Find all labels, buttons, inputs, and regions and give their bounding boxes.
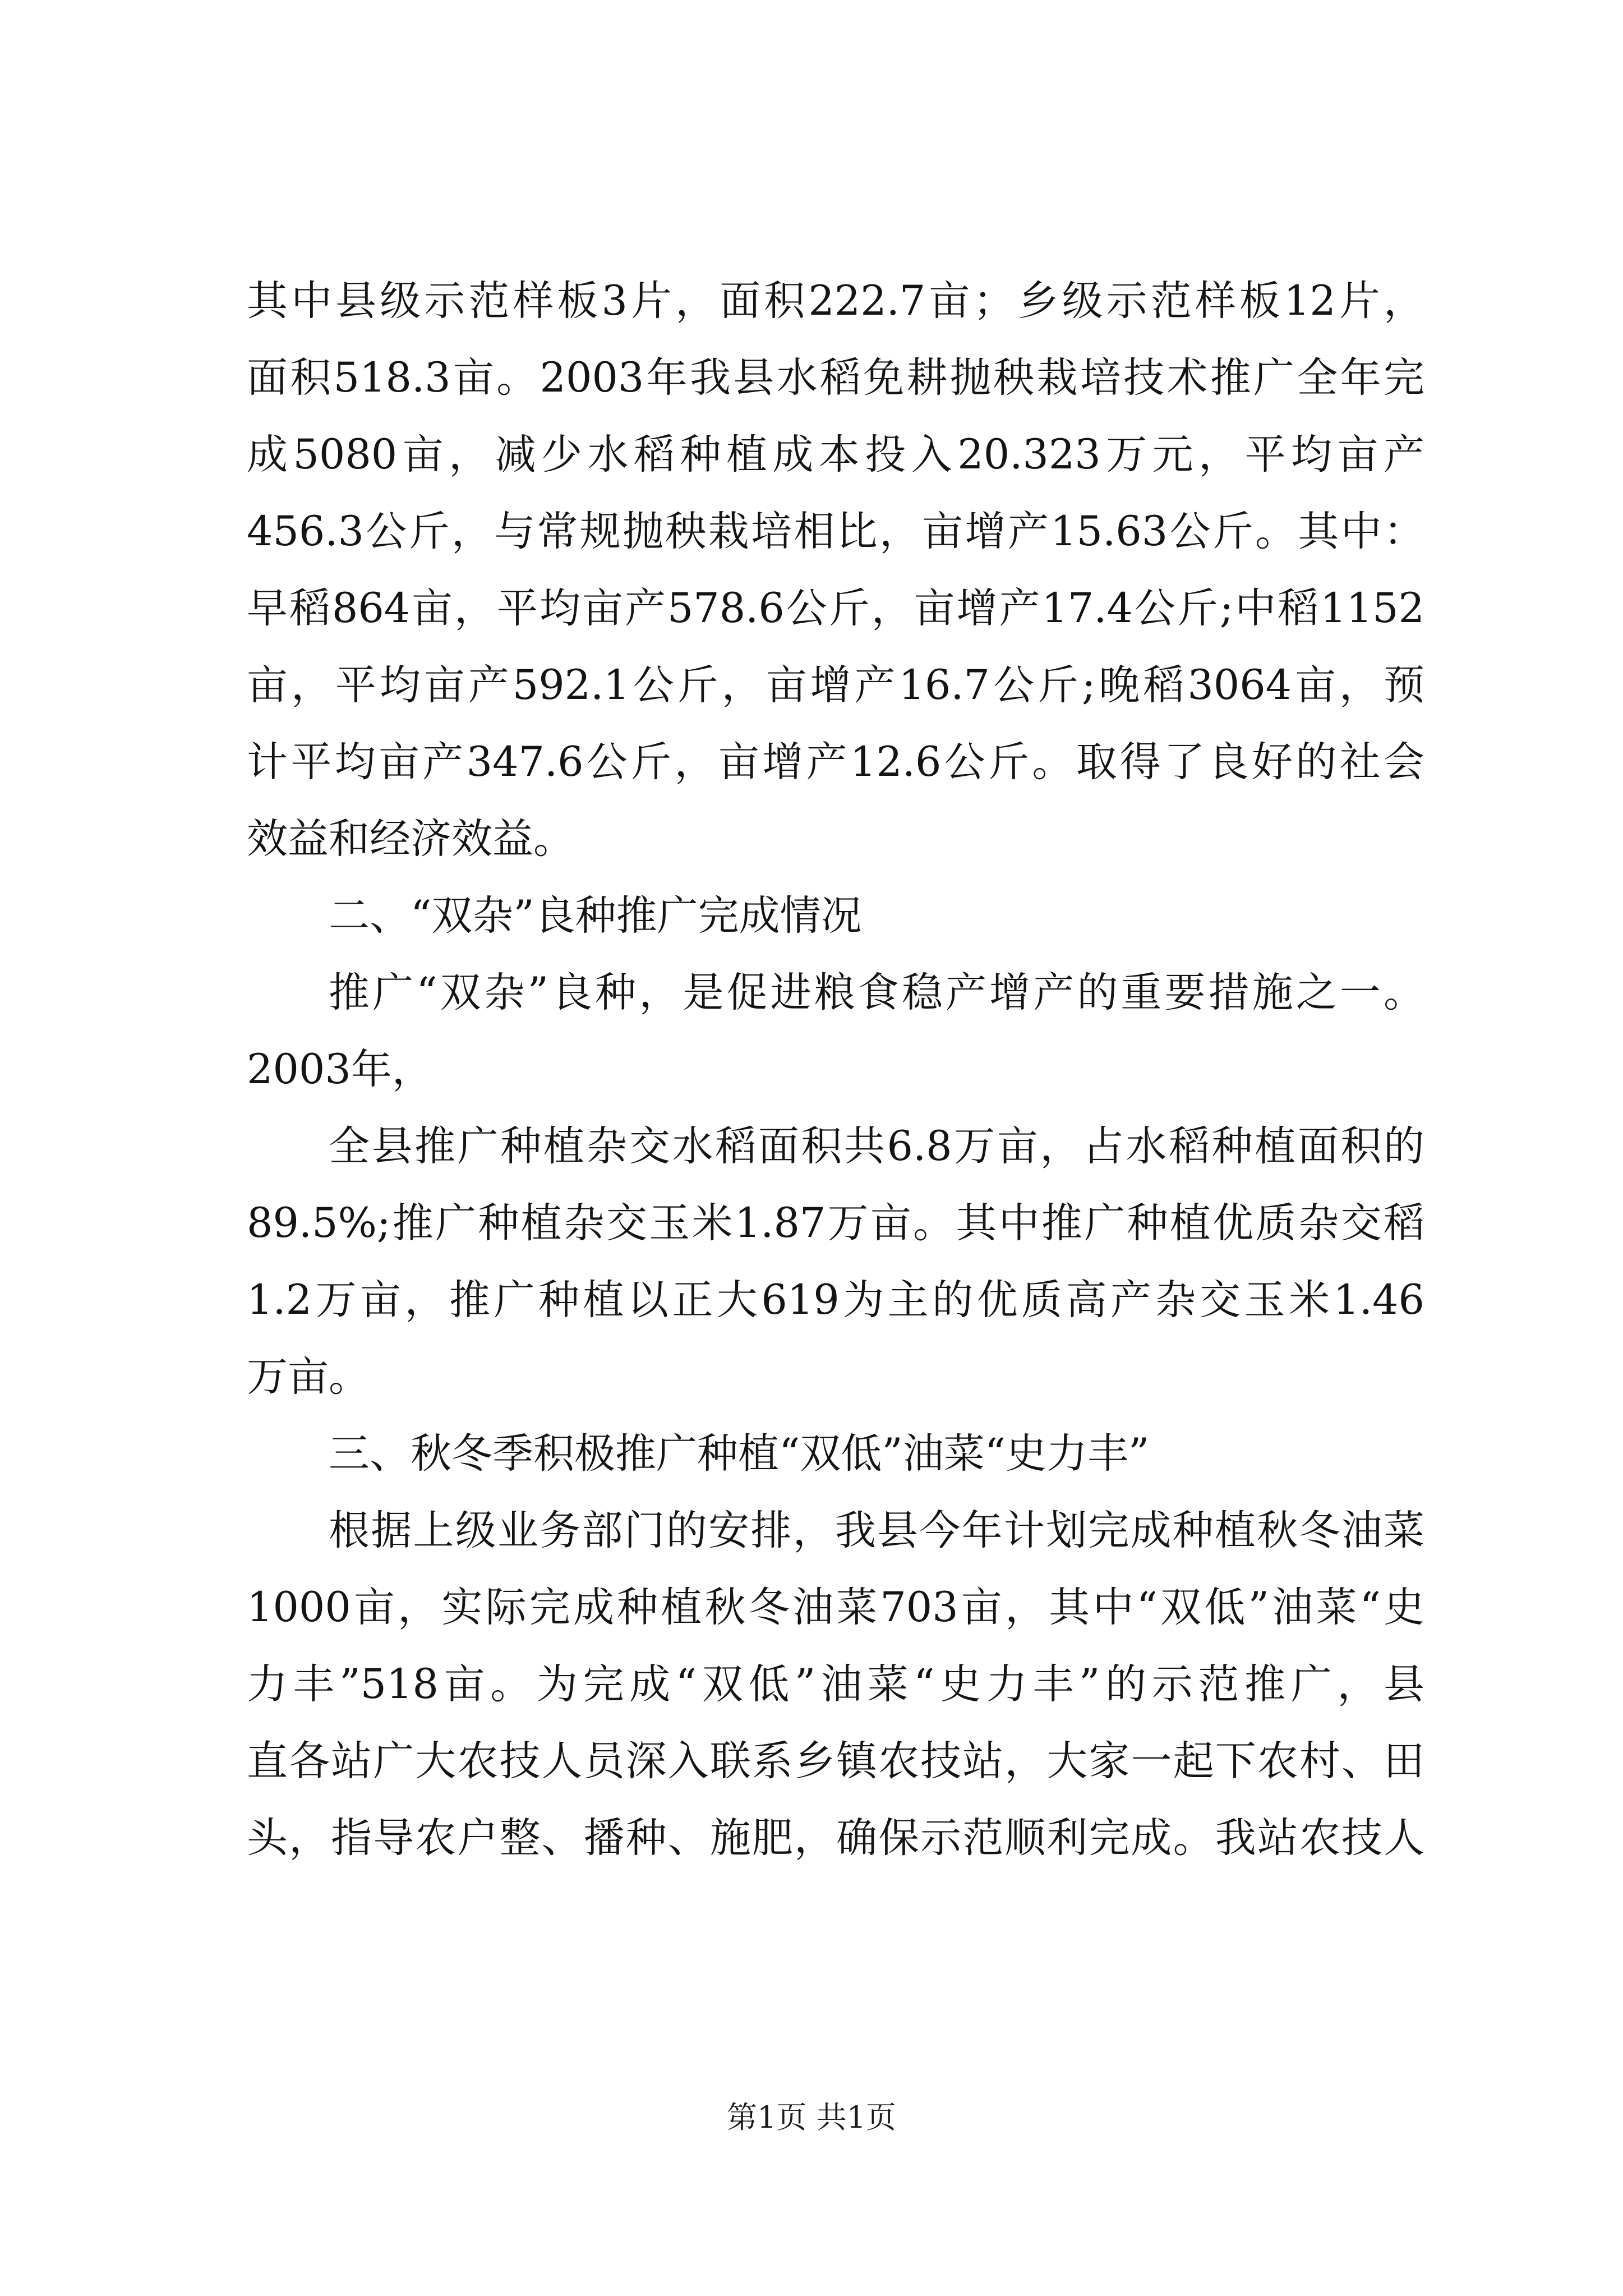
text-line: 三、秋冬季积极推广种植“双低”油菜“史力丰” — [329, 1430, 1150, 1478]
text-line: 万亩。 — [247, 1353, 370, 1401]
text-line: 效益和经济效益。 — [247, 815, 574, 863]
text-line: 456.3公斤，与常规抛秧栽培相比，亩增产15.63公斤。其中： — [247, 508, 1424, 555]
text-line: 根据上级业务部门的安排，我县今年计划完成种植秋冬油菜 — [329, 1507, 1424, 1554]
text-line: 亩，平均亩产592.1公斤，亩增产16.7公斤;晚稻3064亩，预 — [247, 661, 1424, 709]
text-line: 其中县级示范样板3片，面积222.7亩；乡级示范样板12片， — [247, 277, 1424, 325]
text-line: 计平均亩产347.6公斤，亩增产12.6公斤。取得了良好的社会 — [247, 738, 1424, 786]
text-line: 1.2万亩，推广种植以正大619为主的优质高产杂交玉米1.46 — [247, 1276, 1424, 1324]
text-line: 直各站广大农技人员深入联系乡镇农技站，大家一起下农村、田 — [247, 1737, 1424, 1785]
text-line: 面积518.3亩。2003年我县水稻免耕抛秧栽培技术推广全年完 — [247, 354, 1424, 402]
text-line: 力丰”518亩。为完成“双低”油菜“史力丰”的示范推广，县 — [247, 1660, 1424, 1708]
text-line: 头，指导农户整、播种、施肥，确保示范顺利完成。我站农技人 — [247, 1814, 1424, 1862]
text-line: 全县推广种植杂交水稻面积共6.8万亩，占水稻种植面积的 — [329, 1122, 1424, 1170]
text-line: 推广“双杂”良种，是促进粮食稳产增产的重要措施之一。 — [329, 969, 1424, 1016]
text-line: 1000亩，实际完成种植秋冬油菜703亩，其中“双低”油菜“史 — [247, 1584, 1424, 1631]
text-line: 早稻864亩，平均亩产578.6公斤，亩增产17.4公斤;中稻1152 — [247, 585, 1424, 632]
text-line: 2003年， — [247, 1046, 433, 1093]
document-body — [247, 263, 1424, 1876]
text-line: 成5080亩，减少水稻种植成本投入20.323万元，平均亩产 — [247, 431, 1424, 478]
page-footer: 第1页 共1页 — [727, 2100, 896, 2135]
text-line: 89.5%;推广种植杂交玉米1.87万亩。其中推广种植优质杂交稻 — [247, 1199, 1424, 1247]
text-line: 二、“双杂”良种推广完成情况 — [329, 892, 862, 940]
